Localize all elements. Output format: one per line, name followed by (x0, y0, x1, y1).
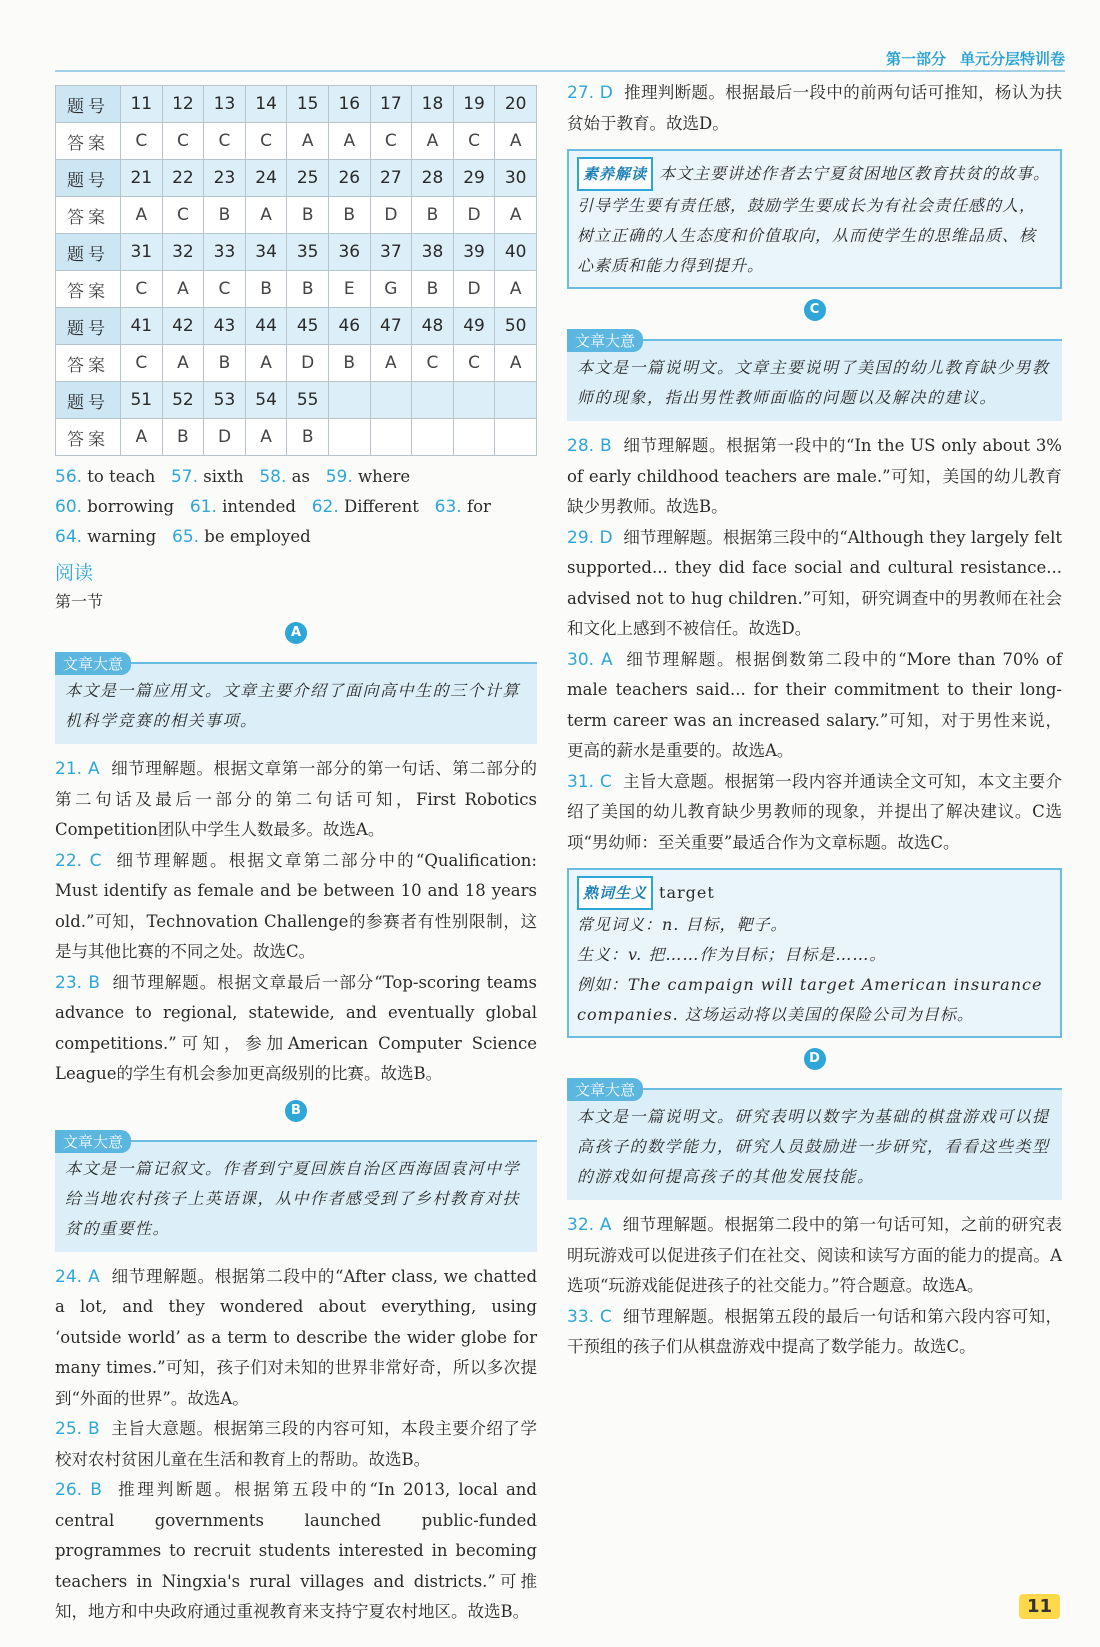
table-cell: 46 (328, 308, 370, 345)
answer-item (55, 1262, 537, 1415)
table-cell: B (412, 197, 454, 234)
table-cell (412, 382, 454, 419)
table-cell: 45 (287, 308, 329, 345)
row-label: 题号 (56, 308, 121, 345)
item-number: 23. B (55, 972, 101, 993)
item-number: 21. A (55, 759, 100, 779)
table-cell: 14 (245, 86, 287, 123)
vocab-line: 例如：The campaign will target American insurance companies. 这场运动将以美国的保险公司为目标。 (577, 975, 1043, 1024)
item-number: 22. C (55, 850, 102, 871)
fill-row (55, 522, 537, 552)
item-number: 61. (189, 497, 217, 517)
table-cell: 42 (162, 308, 204, 345)
table-cell: C (453, 123, 495, 160)
table-cell: C (162, 123, 204, 160)
table-cell: 53 (204, 382, 246, 419)
row-label: 题号 (56, 234, 121, 271)
table-cell: A (495, 123, 537, 160)
table-cell (370, 382, 412, 419)
vocab-word: target (659, 883, 715, 902)
table-cell: B (287, 271, 329, 308)
fill-row (55, 462, 537, 492)
table-cell (412, 419, 454, 456)
row-label: 答案 (56, 197, 121, 234)
question-number-row (56, 234, 537, 271)
table-cell (495, 382, 537, 419)
table-cell: C (204, 271, 246, 308)
table-cell: 39 (453, 234, 495, 271)
table-cell: 15 (287, 86, 329, 123)
answer-item (55, 754, 537, 846)
summary-tag: 文章大意 (55, 1130, 131, 1153)
table-cell (328, 382, 370, 419)
table-cell: 18 (412, 86, 454, 123)
table-cell (328, 419, 370, 456)
item-number: 65. (172, 527, 200, 547)
item-number: 28. B (567, 436, 612, 456)
item-number: 59. (325, 467, 353, 487)
summary-text: 本文是一篇记叙文。作者到宁夏回族自治区西海固袁河中学给当地农村孩子上英语课，从中作者感受到了乡村教育对扶贫的重要性。 (65, 1158, 521, 1238)
literacy-box (567, 149, 1062, 289)
table-cell: A (245, 345, 287, 382)
item-number: 27. D (567, 83, 613, 103)
answer-row (56, 271, 537, 308)
item-text: 细节理解题。根据文章第一部分的第一句话、第二部分的第二句话及最后一部分的第二句话可知，First Robotics Competition团队中学生人数最多。故选A。 (55, 759, 537, 839)
table-cell: 38 (412, 234, 454, 271)
table-cell: A (162, 271, 204, 308)
table-cell: 44 (245, 308, 287, 345)
item-number: 29. D (567, 527, 613, 548)
right-column (567, 78, 1062, 1363)
item-number: 25. B (55, 1419, 100, 1439)
table-cell: C (204, 123, 246, 160)
table-cell: 52 (162, 382, 204, 419)
answer-item (55, 968, 537, 1090)
table-cell: C (162, 197, 204, 234)
answer-item (567, 431, 1062, 523)
item-number: 26. B (55, 1480, 102, 1500)
vocab-box (567, 868, 1062, 1038)
table-cell: 35 (287, 234, 329, 271)
item-number: 31. C (567, 771, 612, 792)
table-cell (370, 419, 412, 456)
answer-item (567, 1302, 1062, 1363)
answer-table (55, 85, 537, 456)
table-cell: 51 (121, 382, 163, 419)
answer-row (56, 345, 537, 382)
item-text: 细节理解题。根据文章最后一部分“Top-scoring teams advance to regional, statewide, and eventually global competitions.”可知，参加American Computer Science League的学生有机会参加更高级别的比赛。故选B。 (55, 972, 537, 1083)
table-cell (453, 419, 495, 456)
table-cell: B (328, 197, 370, 234)
summary-text: 本文是一篇说明文。研究表明以数字为基础的棋盘游戏可以提高孩子的数学能力，研究人员鼓励进一步研究，看看这些类型的游戏如何提高孩子的其他发展技能。 (577, 1107, 1050, 1186)
item-text: 细节理解题。根据文章第二部分中的“Qualification: Must identify as female and be between 10 and 18 years old.”可知，Technovation Challenge的参赛者有性别限制，这是与其他比赛的不同之处。故选C。 (55, 850, 537, 961)
row-label: 答案 (56, 123, 121, 160)
row-label: 答案 (56, 419, 121, 456)
table-cell: 26 (328, 160, 370, 197)
table-cell: 31 (121, 234, 163, 271)
table-cell: A (121, 197, 163, 234)
item-number: 60. (55, 497, 83, 517)
table-cell: A (495, 197, 537, 234)
table-cell: 32 (162, 234, 204, 271)
table-cell: 11 (121, 86, 163, 123)
table-cell: 37 (370, 234, 412, 271)
summary-text: 本文是一篇说明文。文章主要说明了美国的幼儿教育缺少男教师的现象，指出男性教师面临的问题以及解决的建议。 (577, 358, 1050, 407)
table-cell: B (412, 271, 454, 308)
table-cell: A (121, 419, 163, 456)
fill-answer: warning (87, 527, 157, 546)
fill-answer: intended (222, 497, 296, 516)
table-cell: 40 (495, 234, 537, 271)
answer-item (567, 645, 1062, 767)
fill-answer: as (291, 467, 310, 486)
item-text: 细节理解题。根据第二段中的“After class, we chatted a lot, and they wondered about everything, using ‘outside world’ as a term to describe the wider globe for many times.”可知，孩子们对未知的世界非常好奇，所以多次提到“外面的世界”。故选A。 (55, 1266, 538, 1408)
table-cell: 30 (495, 160, 537, 197)
table-cell: A (162, 345, 204, 382)
fill-answer: to teach (87, 467, 156, 486)
answer-row (56, 197, 537, 234)
table-cell: 54 (245, 382, 287, 419)
item-text: 细节理解题。根据倒数第二段中的“More than 70% of male teachers said... for their commitment to their long-term career was an increased salary.”可知，对于男性来说，更高的薪水是重要的。故选A。 (567, 649, 1062, 760)
item-number: 57. (170, 467, 199, 487)
item-number: 24. A (55, 1266, 100, 1287)
passage-d-marker: D (804, 1048, 826, 1070)
item-number: 33. C (567, 1306, 612, 1327)
question-number-row (56, 160, 537, 197)
passage-c-marker: C (804, 299, 826, 321)
item-number: 56. (55, 467, 83, 487)
page-header (55, 50, 1065, 72)
header-title (872, 48, 1065, 69)
table-cell: 28 (412, 160, 454, 197)
table-cell: 41 (121, 308, 163, 345)
table-cell: A (370, 345, 412, 382)
table-cell: 24 (245, 160, 287, 197)
table-cell: 29 (453, 160, 495, 197)
box-tag: 熟词生义 (577, 876, 653, 910)
item-number: 63. (434, 497, 462, 517)
table-cell: C (453, 345, 495, 382)
item-text: 细节理解题。根据第五段的最后一句话和第六段内容可知，干预组的孩子们从棋盘游戏中提高了数学能力。故选C。 (567, 1306, 1063, 1356)
table-cell: 43 (204, 308, 246, 345)
table-cell: C (121, 123, 163, 160)
fill-answer: for (466, 497, 491, 516)
table-cell: C (412, 345, 454, 382)
answer-row (56, 123, 537, 160)
table-cell: 34 (245, 234, 287, 271)
table-cell: B (162, 419, 204, 456)
answer-item (55, 1414, 537, 1475)
table-cell: 25 (287, 160, 329, 197)
item-text: 主旨大意题。根据第三段的内容可知，本段主要介绍了学校对农村贫困儿童在生活和教育上的帮助。故选B。 (55, 1419, 537, 1469)
table-cell: 50 (495, 308, 537, 345)
item-text: 主旨大意题。根据第一段内容并通读全文可知，本文主要介绍了美国的幼儿教育缺少男教师的现象，并提出了解决建议。C选项“男幼师：至关重要”最适合作为文章标题。故选C。 (567, 771, 1063, 852)
row-label: 题号 (56, 160, 121, 197)
box-text: 本文主要讲述作者去宁夏贫困地区教育扶贫的故事。引导学生要有责任感，鼓励学生要成长为有社会责任感的人，树立正确的人生态度和价值取向，从而使学生的思维品质、核心素质和能力得到提升。 (577, 164, 1051, 275)
fill-answer: be employed (204, 527, 311, 546)
table-cell: A (287, 123, 329, 160)
table-cell (495, 419, 537, 456)
table-cell: A (245, 419, 287, 456)
table-cell: 13 (204, 86, 246, 123)
item-text: 推理判断题。根据第五段中的“In 2013, local and central governments launched public-funded programmes to recruit students interested in becoming teachers in Ningxia's rural villages and districts.”可推知，地方和中央政府通过重视教育来支持宁夏农村地区。故选B。 (55, 1480, 537, 1621)
table-cell: D (370, 197, 412, 234)
table-cell: B (328, 345, 370, 382)
vocab-line: 生义：v. 把……作为目标；目标是……。 (577, 945, 887, 964)
table-cell: G (370, 271, 412, 308)
table-cell: 49 (453, 308, 495, 345)
row-label: 答案 (56, 345, 121, 382)
fill-answer: Different (344, 497, 419, 516)
item-text: 细节理解题。根据第一段中的“In the US only about 3% of early childhood teachers are male.”可知，美国的幼儿教育缺少男教师。故选B。 (567, 436, 1062, 516)
table-cell: 20 (495, 86, 537, 123)
passage-a-summary (55, 655, 537, 744)
summary-text: 本文是一篇应用文。文章主要介绍了面向高中生的三个计算机科学竞赛的相关事项。 (65, 681, 521, 730)
item-number: 64. (55, 527, 83, 547)
table-cell: D (204, 419, 246, 456)
table-cell: C (121, 345, 163, 382)
answer-item (567, 523, 1062, 645)
table-cell: 27 (370, 160, 412, 197)
table-cell: B (287, 197, 329, 234)
question-number-row (56, 382, 537, 419)
left-column (55, 85, 537, 1628)
item-number: 62. (311, 497, 339, 517)
subsection-title: 第一节 (55, 592, 104, 611)
table-cell: B (204, 345, 246, 382)
table-cell: D (453, 271, 495, 308)
table-cell: 19 (453, 86, 495, 123)
table-cell: A (495, 345, 537, 382)
table-cell: 17 (370, 86, 412, 123)
summary-tag: 文章大意 (567, 329, 643, 352)
box-tag: 素养解读 (577, 157, 653, 191)
table-cell: D (453, 197, 495, 234)
table-cell: 36 (328, 234, 370, 271)
fill-answer: sixth (203, 467, 244, 486)
answer-item (567, 78, 1062, 139)
question-number-row (56, 86, 537, 123)
table-cell: C (245, 123, 287, 160)
passage-c-summary (567, 332, 1062, 421)
answer-row (56, 419, 537, 456)
table-cell: 33 (204, 234, 246, 271)
table-cell: B (245, 271, 287, 308)
row-label: 答案 (56, 271, 121, 308)
row-label: 题号 (56, 86, 121, 123)
table-cell: C (121, 271, 163, 308)
answer-item (567, 767, 1062, 859)
section-title: 阅读 (55, 562, 94, 584)
passage-d-summary (567, 1081, 1062, 1200)
table-cell: E (328, 271, 370, 308)
table-cell: B (287, 419, 329, 456)
summary-tag: 文章大意 (567, 1078, 643, 1101)
table-cell: 12 (162, 86, 204, 123)
passage-b-summary (55, 1132, 537, 1252)
fill-row (55, 492, 537, 522)
item-text: 推理判断题。根据最后一段中的前两句话可推知，杨认为扶贫始于教育。故选D。 (567, 83, 1062, 133)
table-cell: 55 (287, 382, 329, 419)
summary-tag: 文章大意 (55, 652, 131, 675)
table-cell: 23 (204, 160, 246, 197)
header-part: 第一部分 (885, 50, 946, 68)
table-cell: D (287, 345, 329, 382)
page-number: 11 (1019, 1594, 1060, 1619)
passage-a-marker: A (285, 622, 307, 644)
table-cell (453, 382, 495, 419)
answer-item (567, 1210, 1062, 1302)
table-cell: A (245, 197, 287, 234)
row-label: 题号 (56, 382, 121, 419)
passage-b-marker: B (285, 1100, 307, 1122)
table-cell: B (204, 197, 246, 234)
fill-answer: borrowing (87, 497, 175, 516)
vocab-line: 常见词义：n. 目标，靶子。 (577, 915, 788, 934)
fill-answer: where (357, 467, 411, 486)
header-book-title: 单元分层特训卷 (959, 50, 1065, 68)
item-number: 30. A (567, 649, 613, 670)
table-cell: 47 (370, 308, 412, 345)
table-cell: 16 (328, 86, 370, 123)
item-number: 58. (259, 467, 287, 487)
item-text: 细节理解题。根据第三段中的“Although they largely felt supported... they did face social and cultural resistance... advised not to hug children.”可知，研究调查中的男教师在社会和文化上感到不被信任。故选D。 (567, 527, 1063, 638)
question-number-row (56, 308, 537, 345)
fill-answers (55, 462, 537, 552)
table-cell: A (328, 123, 370, 160)
item-text: 细节理解题。根据第二段中的第一句话可知，之前的研究表明玩游戏可以促进孩子们在社交、阅读和读写方面的能力的提高。A选项“玩游戏能促进孩子的社交能力。”符合题意。故选A。 (567, 1215, 1062, 1295)
table-cell: C (370, 123, 412, 160)
table-cell: A (495, 271, 537, 308)
answer-item (55, 1475, 537, 1628)
table-cell: 22 (162, 160, 204, 197)
table-cell: A (412, 123, 454, 160)
item-number: 32. A (567, 1215, 612, 1235)
table-cell: 48 (412, 308, 454, 345)
answer-item (55, 846, 537, 968)
table-cell: 21 (121, 160, 163, 197)
